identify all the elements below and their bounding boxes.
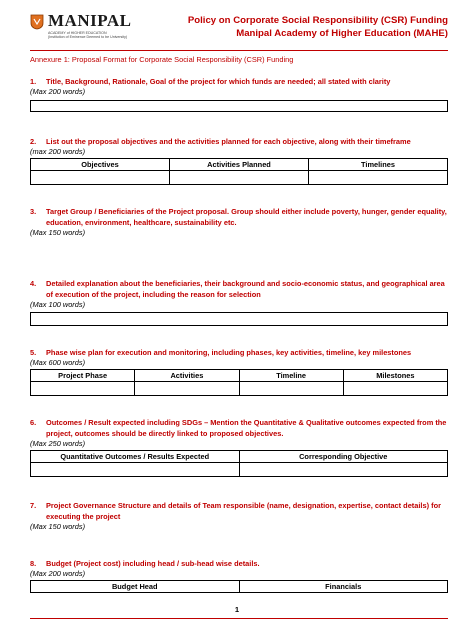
question-text: Outcomes / Result expected including SDGs – Mention the Quantitative & Qualitative outcomes expected from the project, outcomes should be directly linked to proposed objectives. — [46, 418, 447, 438]
page-header — [30, 6, 448, 48]
outcomes-table — [30, 450, 448, 477]
logo-text: MANIPAL — [48, 11, 132, 30]
logo-tagline: ACADEMY of HIGHER EDUCATION (Institution of Eminence Deemed to be University) — [48, 31, 128, 39]
answer-box[interactable] — [30, 100, 448, 112]
question-text: Target Group / Beneficiaries of the Project proposal. Group should either include poverty, hunger, gender equality, education, environment, healthcare, sustainability etc. — [46, 207, 447, 227]
word-limit-note: (Max 250 words) — [30, 439, 86, 448]
shield-icon — [30, 14, 44, 30]
footer-divider — [30, 618, 448, 619]
column-header: Objectives — [31, 159, 170, 171]
title-line-1: Policy on Corporate Social Responsibility (CSR) Funding — [187, 15, 448, 26]
title-line-2: Manipal Academy of Higher Education (MAHE) — [236, 28, 448, 39]
word-limit-note: (Max 100 words) — [30, 300, 86, 309]
question-7: 7. Project Governance Structure and details of Team responsible (name, designation, expertise, contact details) for executing the project (Max 150 words) — [30, 500, 448, 532]
word-limit-note: (Max 150 words) — [30, 522, 86, 531]
question-text: Project Governance Structure and details of Team responsible (name, designation, expertise, contact details) for executing the project — [46, 501, 441, 521]
question-1: 1. Title, Background, Rationale, Goal of the project for which funds are needed; all stated with clarity (Max 200 words) — [30, 76, 448, 112]
word-limit-note: (Max 150 words) — [30, 228, 86, 237]
table-cell[interactable] — [343, 382, 447, 396]
question-4: 4. Detailed explanation about the beneficiaries, their background and socio-economic status, and geographical area of execution of the project, including the reason for selection (Max 100 words) — [30, 278, 448, 326]
question-text: Budget (Project cost) including head / sub-head wise details. — [46, 559, 260, 568]
question-text: Detailed explanation about the beneficiaries, their background and socio-economic status, and geographical area of execution of the project, including the reason for selection — [46, 279, 445, 299]
budget-table — [30, 580, 448, 593]
column-header: Corresponding Objective — [239, 451, 448, 463]
header-divider — [30, 50, 448, 51]
table-cell[interactable] — [239, 382, 343, 396]
column-header: Quantitative Outcomes / Results Expected — [31, 451, 240, 463]
table-cell[interactable] — [239, 463, 448, 477]
objectives-table — [30, 158, 448, 185]
column-header: Budget Head — [31, 581, 240, 593]
annexure-heading: Annexure 1: Proposal Format for Corporate Social Responsibility (CSR) Funding — [30, 55, 294, 64]
question-5: 5. Phase wise plan for execution and monitoring, including phases, key activities, timeline, key milestones (Max 600 words) Project Phase Activities Timeline Milestones — [30, 347, 448, 396]
question-6: 6. Outcomes / Result expected including SDGs – Mention the Quantitative & Qualitative outcomes expected from the project, outcomes should be directly linked to proposed objectives. (Max 250 words) Quantitative Outcomes / Results Expected Corresponding Objective — [30, 417, 448, 477]
question-8: 8. Budget (Project cost) including head / sub-head wise details. (Max 200 words) Budget Head Financials — [30, 558, 448, 593]
manipal-logo — [30, 12, 140, 42]
word-limit-note: (Max 200 words) — [30, 569, 86, 578]
column-header: Project Phase — [31, 370, 135, 382]
table-cell[interactable] — [31, 171, 170, 185]
question-2: 2. List out the proposal objectives and the activities planned for each objective, along with their timeframe (max 200 words) Objectives Activities Planned Timelines — [30, 136, 448, 185]
column-header: Milestones — [343, 370, 447, 382]
word-limit-note: (Max 200 words) — [30, 87, 86, 96]
column-header: Financials — [239, 581, 448, 593]
word-limit-note: (max 200 words) — [30, 147, 86, 156]
column-header: Timelines — [309, 159, 448, 171]
table-cell[interactable] — [31, 463, 240, 477]
column-header: Timeline — [239, 370, 343, 382]
table-cell[interactable] — [31, 382, 135, 396]
column-header: Activities — [135, 370, 239, 382]
question-text: Phase wise plan for execution and monitoring, including phases, key activities, timeline, key milestones — [46, 348, 412, 357]
answer-box[interactable] — [30, 312, 448, 326]
column-header: Activities Planned — [170, 159, 309, 171]
question-text: Title, Background, Rationale, Goal of the project for which funds are needed; all stated with clarity — [46, 77, 391, 86]
question-text: List out the proposal objectives and the activities planned for each objective, along with their timeframe — [46, 137, 411, 146]
table-cell[interactable] — [309, 171, 448, 185]
page-number: 1 — [234, 605, 240, 614]
table-cell[interactable] — [170, 171, 309, 185]
phase-plan-table — [30, 369, 448, 396]
word-limit-note: (Max 600 words) — [30, 358, 86, 367]
table-cell[interactable] — [135, 382, 239, 396]
document-title — [188, 14, 448, 40]
question-3: 3. Target Group / Beneficiaries of the Project proposal. Group should either include poverty, hunger, gender equality, education, environment, healthcare, sustainability etc. (Max 150 words) — [30, 207, 447, 237]
